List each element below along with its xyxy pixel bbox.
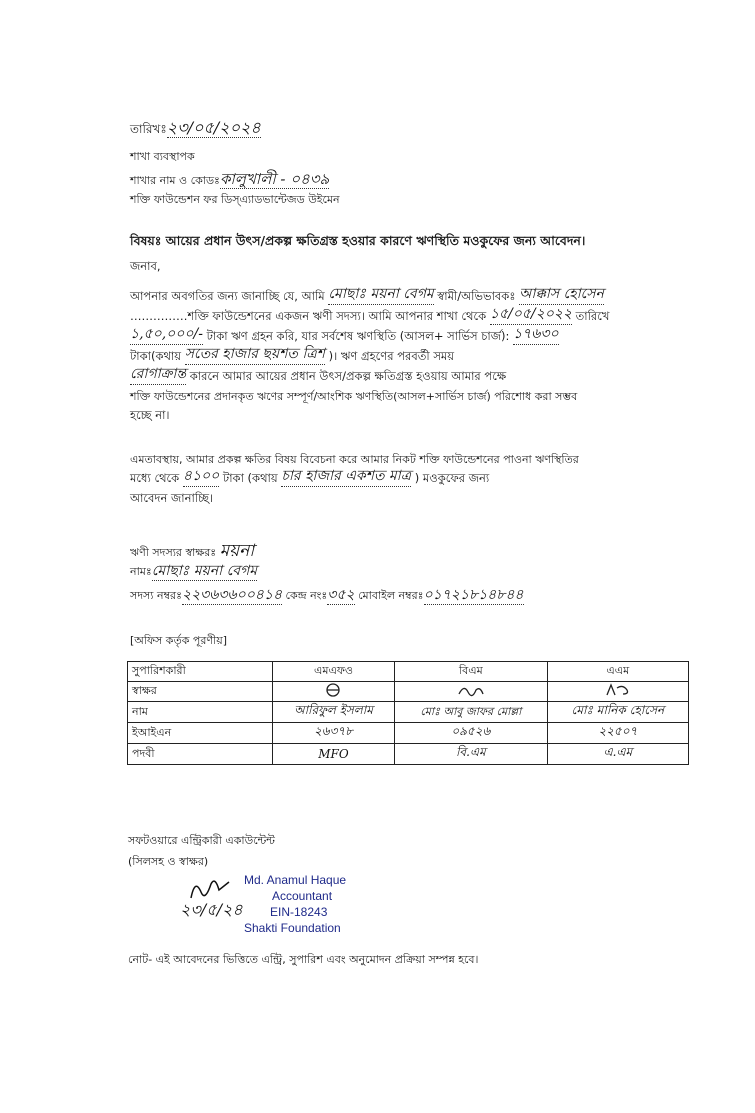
branch-label: শাখার নাম ও কোডঃ <box>130 174 220 187</box>
date-value: ২৩/০৫/২০২৪ <box>166 118 261 137</box>
signature-cell <box>394 682 547 702</box>
header-cell: এএম <box>547 662 688 682</box>
accountant-stamp <box>244 872 346 936</box>
stamp-line: Md. Anamul Haque <box>244 873 347 887</box>
designation-cell: MFO <box>273 744 395 765</box>
name-cell: মোঃ আবু জাফর মোল্লা <box>394 702 547 723</box>
salutation: জনাব, <box>130 259 161 273</box>
member-id-label: সদস্য নম্বরঃ <box>130 589 182 602</box>
footer-note: নোট- এই আবেদনের ভিত্তিতে এন্ট্রি, সুপারিশ এবং অনুমোদন প্রক্রিয়া সম্পন্ন হবে। <box>128 953 479 966</box>
paragraph-1: আপনার অবগতির জন্য জানাচ্ছি যে, আমি মোছাঃ ময়না বেগম স্বামী/অভিভাবকঃ আক্কাস হোসেন ……………শক্তি ফাউন্ডেশনের একজন ঋণী সদস্য। আমি আপনার শাখা থেকে ১৫/০৫/২০২২ তারিখে ১,৫০,০০০/- টাকা ঋণ গ্রহন করি, যার সর্বশেষ ঋণস্থিতি (আসল+ সার্ভিস চার্জ): ১৭৬৩০ টাকা(কথায় সতের হাজার ছয়শত ত্রিশ )। ঋণ গ্রহণের পরবর্তী সময় রোগাক্রান্ত কারনে আমার আয়ের প্রধান উৎস/প্রকল্প ক্ষতিগ্রস্ত হওয়ায় আমার পক্ষে শক্তি ফাউন্ডেশনের প্রদানকৃত ঋণের সম্পূর্ণ/আংশিক ঋণস্থিতি(আসল+সার্ভিস চার্জ) পরিশোধ করা সম্ভব হচ্ছে না। <box>130 287 690 425</box>
bm-signature-mark <box>456 682 486 698</box>
addressee-title: শাখা ব্যবস্থাপক <box>130 150 195 163</box>
guardian-value: আক্কাস হোসেন <box>519 285 604 305</box>
p1-text-d: তারিখে <box>575 309 610 323</box>
p1-text-f: টাকা(কথায় <box>130 349 182 363</box>
reason-value: রোগাক্রান্ত <box>130 365 186 385</box>
p2-text-a: এমতাবস্থায়, আমার প্রকল্প ক্ষতির বিষয় বিবেচনা করে আমার নিকট শক্তি ফাউন্ডেশনের পাওনা ঋণস্থিতির <box>130 453 579 466</box>
date-line <box>130 118 261 138</box>
borrower-signature-label: ঋণী সদস্যর স্বাক্ষরঃ <box>130 546 217 559</box>
name-cell: মোঃ মানিক হোসেন <box>547 702 688 723</box>
member-id-value: ২২৩৬৩৬০০৪১৪ <box>181 587 283 603</box>
mobile-label: মোবাইল নম্বরঃ <box>358 589 424 602</box>
p1-text-e: টাকা ঋণ গ্রহন করি, যার সর্বশেষ ঋণস্থিতি (আসল+ সার্ভিস চার্জ): <box>206 329 510 343</box>
borrower-signature: ময়না <box>219 541 255 561</box>
office-heading: [অফিস কর্তৃক পূরণীয়] <box>130 634 227 647</box>
designation-cell: বি.এম <box>394 744 547 765</box>
p2-text-b: মধ্যে থেকে <box>130 471 180 485</box>
p1-text-h: কারনে আমার আয়ের প্রধান উৎস/প্রকল্প ক্ষতিগ্রস্ত হওয়ায় আমার পক্ষে <box>189 369 507 383</box>
accountant-title: সফটওয়ারে এন্ট্রিকারী একাউন্টেন্ট <box>128 834 275 847</box>
accountant-sign-date: ২৩/৫/২৪ <box>180 900 243 919</box>
p1-text-c: শক্তি ফাউন্ডেশনের একজন ঋণী সদস্য। আমি আপনার শাখা থেকে <box>187 309 487 323</box>
accountant-seal-note: (সিলসহ ও স্বাক্ষর) <box>128 855 209 868</box>
name-cell: আরিফুল ইসলাম <box>273 702 395 723</box>
branch-value: কালুখালী - ০৪৩৯ <box>219 170 330 188</box>
mobile-value: ০১৭২১৮১৪৮৪৪ <box>423 587 524 603</box>
branch-line <box>130 170 329 189</box>
p1-text-b: স্বামী/অভিভাবকঃ <box>437 289 516 303</box>
row-label: ইআইএন <box>128 723 273 744</box>
stamp-line: EIN-18243 <box>270 905 328 919</box>
table-row <box>128 702 689 723</box>
mfo-signature-mark <box>321 682 345 698</box>
loan-date-value: ১৫/০৫/২০২২ <box>490 305 572 325</box>
ein-cell: ২২৫০৭ <box>547 723 688 744</box>
row-label: স্বাক্ষর <box>128 682 273 702</box>
header-cell: বিএম <box>394 662 547 682</box>
p2-text-d: ) মওকুফের জন্য <box>414 471 490 485</box>
outstanding-words-value: সতের হাজার ছয়শত ত্রিশ <box>185 345 325 365</box>
borrower-signature-line <box>130 541 254 561</box>
date-label: তারিখঃ <box>130 122 167 136</box>
am-signature-mark <box>603 682 633 698</box>
designation-cell: এ.এম <box>547 744 688 765</box>
stamp-line: Shakti Foundation <box>244 921 341 935</box>
stamp-line: Accountant <box>272 889 333 903</box>
p2-text-e: আবেদন জানাচ্ছি। <box>130 491 214 505</box>
center-value: ৩৫২ <box>327 587 355 603</box>
p1-text-i: শক্তি ফাউন্ডেশনের প্রদানকৃত ঋণের সম্পূর্ণ/আংশিক ঋণস্থিতি(আসল+সার্ভিস চার্জ) পরিশোধ করা সম্ভব <box>130 390 578 403</box>
member-name-value: মোছাঃ ময়না বেগম <box>328 285 433 305</box>
waive-amount-value: ৪১০০ <box>183 467 219 487</box>
header-cell: সুপারিশকারী <box>128 662 273 682</box>
table-row <box>128 682 689 702</box>
paragraph-2 <box>130 450 690 508</box>
outstanding-value: ১৭৬৩০ <box>513 325 559 345</box>
borrower-name-line <box>130 563 257 581</box>
row-label: নাম <box>128 702 273 723</box>
row-label: পদবী <box>128 744 273 765</box>
office-table <box>127 661 689 765</box>
borrower-id-line <box>130 587 524 605</box>
waive-words-value: চার হাজার একশত মাত্র <box>281 467 411 487</box>
borrower-name-label: নামঃ <box>130 565 152 578</box>
organization-name: শক্তি ফাউন্ডেশন ফর ডিস্‌এ্যাডভান্টেজড উইমেন <box>130 193 340 206</box>
p1-text-j: হচ্ছে না। <box>130 408 170 422</box>
table-header-row <box>128 662 689 682</box>
table-row <box>128 723 689 744</box>
center-label: কেন্দ্র নংঃ <box>285 589 328 602</box>
p1-text-a: আপনার অবগতির জন্য জানাচ্ছি যে, আমি <box>130 289 325 303</box>
p2-text-c: টাকা (কথায় <box>222 471 278 485</box>
signature-cell <box>547 682 688 702</box>
ein-cell: ০৯৫২৬ <box>394 723 547 744</box>
ein-cell: ২৬৩৭৮ <box>273 723 395 744</box>
signature-cell <box>273 682 395 702</box>
subject-line: বিষয়ঃ আয়ের প্রধান উৎস/প্রকল্প ক্ষতিগ্রস্ত হওয়ার কারণে ঋণস্থিতি মওকুফের জন্য আবেদন। <box>130 233 586 248</box>
p1-text-g: )। ঋণ গ্রহণের পরবর্তী সময় <box>328 349 455 363</box>
header-cell: এমএফও <box>273 662 395 682</box>
borrower-name-value: মোছাঃ ময়না বেগম <box>151 563 258 579</box>
table-row <box>128 744 689 765</box>
loan-amount-value: ১,৫০,০০০/- <box>130 325 203 345</box>
